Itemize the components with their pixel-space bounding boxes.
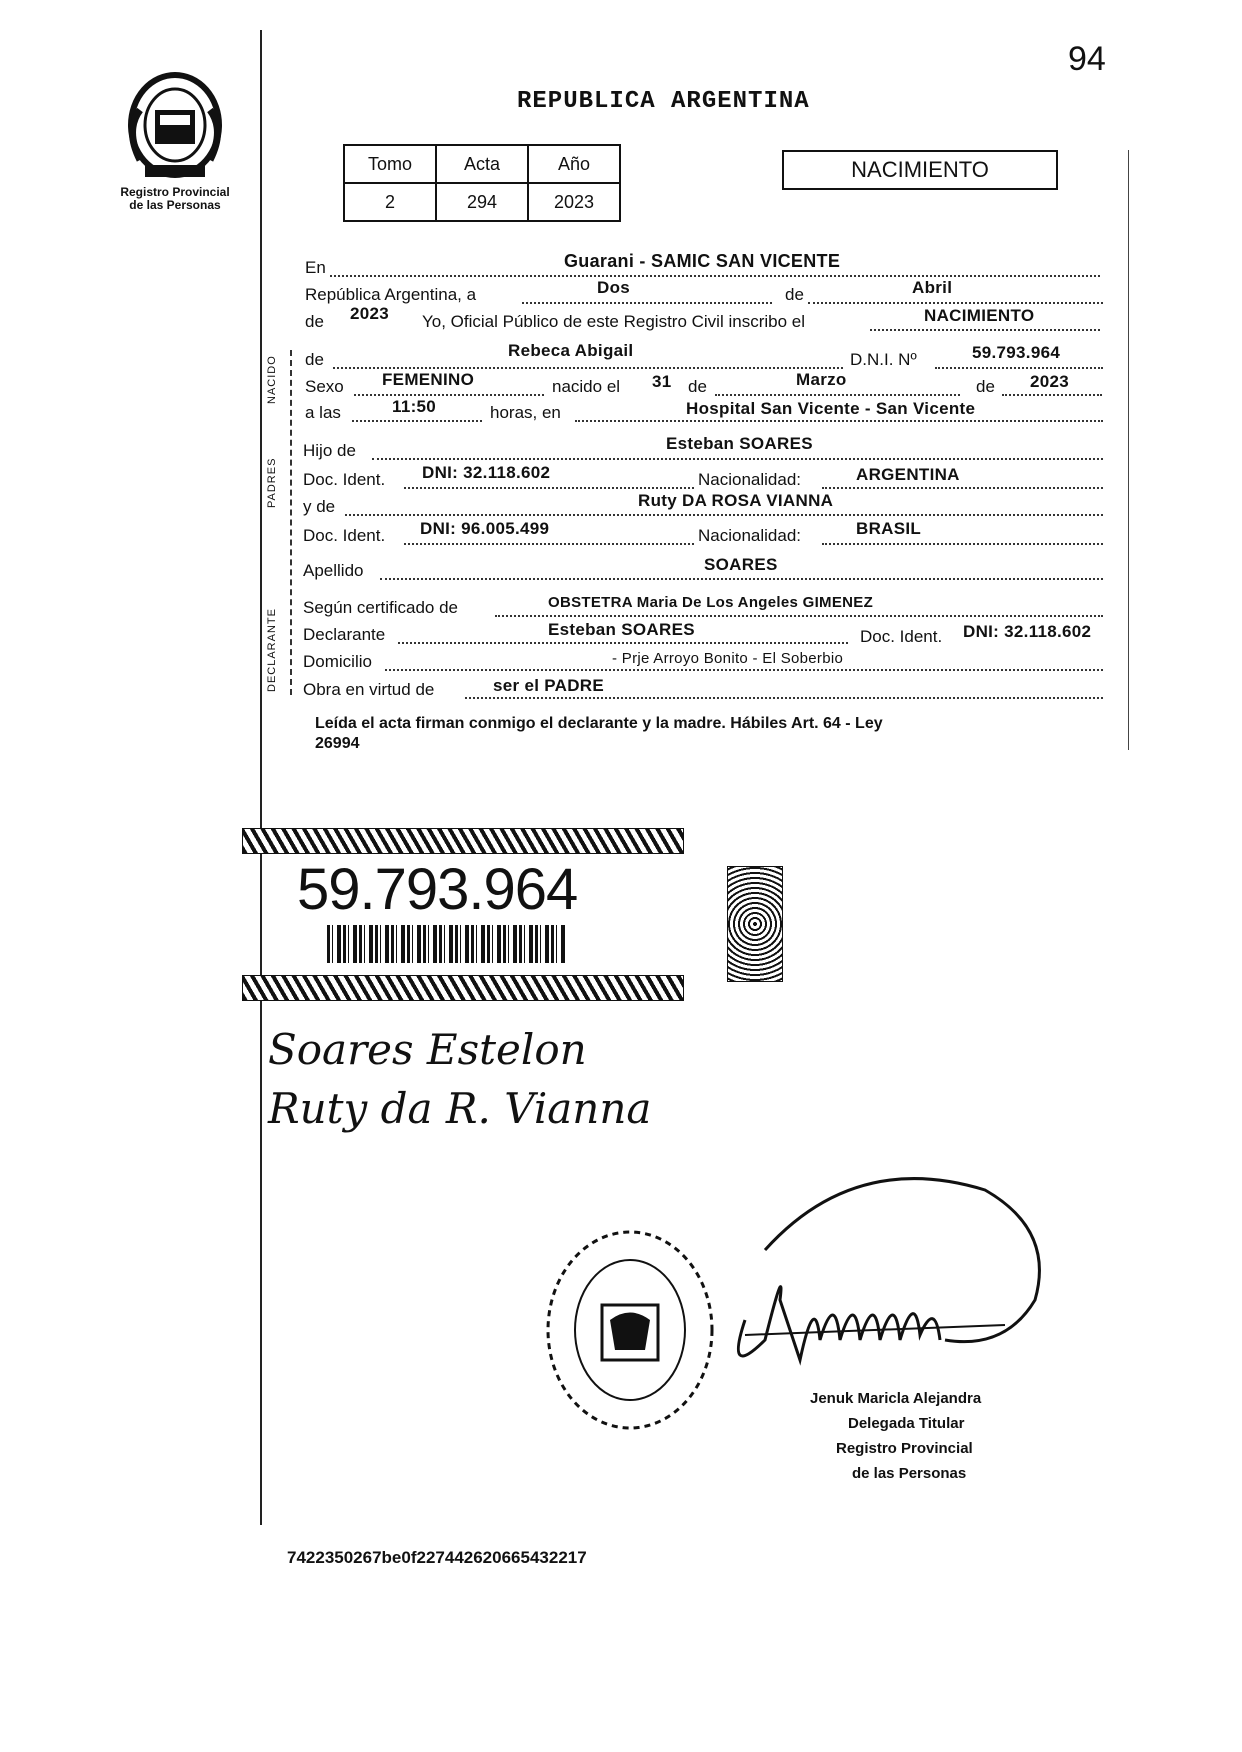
en-label: En <box>305 258 326 277</box>
provincial-seal-logo <box>120 70 230 185</box>
official-name: Jenuk Maricla Alejandra <box>810 1390 982 1407</box>
en-line <box>330 275 1100 277</box>
signature-madre: Ruty da R. Vianna <box>268 1084 652 1133</box>
padre-value: Esteban SOARES <box>666 434 813 453</box>
nacido-de-label: de <box>688 377 707 396</box>
right-margin-line <box>1128 150 1129 750</box>
nacido-de2-label: de <box>976 377 995 396</box>
republica-month: Abril <box>912 278 953 297</box>
declarante-value: Esteban SOARES <box>548 620 695 639</box>
horas-label: horas, en <box>490 403 561 422</box>
doc1-label: Doc. Ident. <box>303 470 386 489</box>
nacido-dia: 31 <box>652 372 672 391</box>
horas-value: 11:50 <box>392 397 437 416</box>
yde-label: y de <box>303 497 336 516</box>
rep-month-line <box>808 302 1103 304</box>
domicilio-label: Domicilio <box>303 652 372 671</box>
doc2-value: DNI: 96.005.499 <box>420 519 550 538</box>
nombre-value: Rebeca Abigail <box>508 341 634 360</box>
logo-caption-line2: de las Personas <box>129 198 221 212</box>
table-header-tomo: Tomo <box>344 145 436 183</box>
domicilio-line <box>385 669 1103 671</box>
table-value-tomo: 2 <box>344 183 436 221</box>
official-round-stamp <box>540 1225 720 1435</box>
madre-line <box>345 514 1103 516</box>
sexo-value: FEMENINO <box>382 370 475 389</box>
declarante-label: Declarante <box>303 625 386 644</box>
nacido-el-label: nacido el <box>552 377 621 396</box>
yo-oficial-text: Yo, Oficial Público de este Registro Civil inscribo el <box>422 312 805 331</box>
hijo-label: Hijo de <box>303 441 356 460</box>
nacido-anio: 2023 <box>1030 372 1070 391</box>
madre-value: Ruty DA ROSA VIANNA <box>638 491 834 510</box>
nombre-line <box>333 367 843 369</box>
doc1-line <box>404 487 694 489</box>
page-number: 94 <box>1068 40 1106 78</box>
sticker-bottom-band <box>242 975 684 1001</box>
inscribe-line <box>870 329 1100 331</box>
doc2-line <box>404 543 694 545</box>
dni-label: D.N.I. Nº <box>850 350 917 369</box>
sticker-number: 59.793.964 <box>297 857 578 922</box>
declarante-line <box>398 642 848 644</box>
sticker-barcode <box>327 925 567 963</box>
section-label-declarante: DECLARANTE <box>266 608 278 692</box>
sticker-top-band <box>242 828 684 854</box>
horas-line <box>352 420 482 422</box>
apellido-label: Apellido <box>303 561 364 580</box>
obra-value: ser el PADRE <box>493 676 604 695</box>
nac1-value: ARGENTINA <box>856 465 960 484</box>
nacido-mes: Marzo <box>796 370 847 389</box>
closing-line2: 26994 <box>315 735 360 752</box>
doc3-value: DNI: 32.118.602 <box>963 622 1092 641</box>
certificado-line <box>495 615 1103 617</box>
section-label-padres: PADRES <box>266 457 278 508</box>
republica-label: República Argentina, a <box>305 285 477 304</box>
section-label-nacido: NACIDO <box>266 355 278 404</box>
table-header-acta: Acta <box>436 145 528 183</box>
table-value-acta: 294 <box>436 183 528 221</box>
dni-value: 59.793.964 <box>972 343 1061 362</box>
official-signature <box>705 1140 1065 1400</box>
footer-code: 7422350267be0f227442620665432217 <box>287 1548 587 1567</box>
lugar-line <box>575 420 1103 422</box>
doc2-label: Doc. Ident. <box>303 526 386 545</box>
nacido-mes-line <box>715 394 960 396</box>
official-office: Registro Provincial <box>836 1440 973 1457</box>
signature-declarante: Soares Estelon <box>268 1025 587 1074</box>
nac1-line <box>822 487 1103 489</box>
doc-type-box: NACIMIENTO <box>782 150 1058 190</box>
nacido-anio-line <box>1002 394 1102 396</box>
inscribe-value: NACIMIENTO <box>924 306 1035 325</box>
nac1-label: Nacionalidad: <box>698 470 802 489</box>
hologram-seal <box>727 866 783 982</box>
nac2-label: Nacionalidad: <box>698 526 802 545</box>
doc3-label: Doc. Ident. <box>860 627 943 646</box>
doc1-value: DNI: 32.118.602 <box>422 463 551 482</box>
certificado-value: OBSTETRA Maria De Los Angeles GIMENEZ <box>548 594 874 611</box>
official-title: Delegada Titular <box>848 1415 965 1432</box>
republica-de-label: de <box>785 285 804 304</box>
rep-day-line <box>522 302 772 304</box>
section-divider-line <box>290 350 292 695</box>
country-title: REPUBLICA ARGENTINA <box>517 88 810 115</box>
closing-text <box>315 714 883 754</box>
republica-day: Dos <box>597 278 631 297</box>
horas-prefix-label: a las <box>305 403 341 422</box>
padre-line <box>372 458 1103 460</box>
nombre-label: de <box>305 350 324 369</box>
year-prefix-label: de <box>305 312 324 331</box>
nac2-value: BRASIL <box>856 519 922 538</box>
tomo-acta-ano-table <box>343 144 621 222</box>
official-office2: de las Personas <box>852 1465 967 1482</box>
sexo-line <box>354 394 544 396</box>
dni-line <box>935 367 1103 369</box>
closing-line1: Leída el acta firman conmigo el declarante y la madre. Hábiles Art. 64 - Ley <box>315 715 883 732</box>
obra-label: Obra en virtud de <box>303 680 435 699</box>
left-margin-line <box>260 30 262 1525</box>
year-value: 2023 <box>350 304 390 323</box>
domicilio-value: - Prje Arroyo Bonito - El Soberbio <box>612 650 844 667</box>
apellido-value: SOARES <box>704 555 778 574</box>
sexo-label: Sexo <box>305 377 344 396</box>
logo-caption-line1: Registro Provincial <box>120 185 230 199</box>
obra-line <box>465 697 1103 699</box>
logo-caption <box>105 186 245 212</box>
en-value: Guarani - SAMIC SAN VICENTE <box>564 251 841 271</box>
table-value-ano: 2023 <box>528 183 620 221</box>
table-header-ano: Año <box>528 145 620 183</box>
apellido-line <box>380 578 1103 580</box>
lugar-value: Hospital San Vicente - San Vicente <box>686 399 976 418</box>
certificado-label: Según certificado de <box>303 598 458 617</box>
nac2-line <box>822 543 1103 545</box>
